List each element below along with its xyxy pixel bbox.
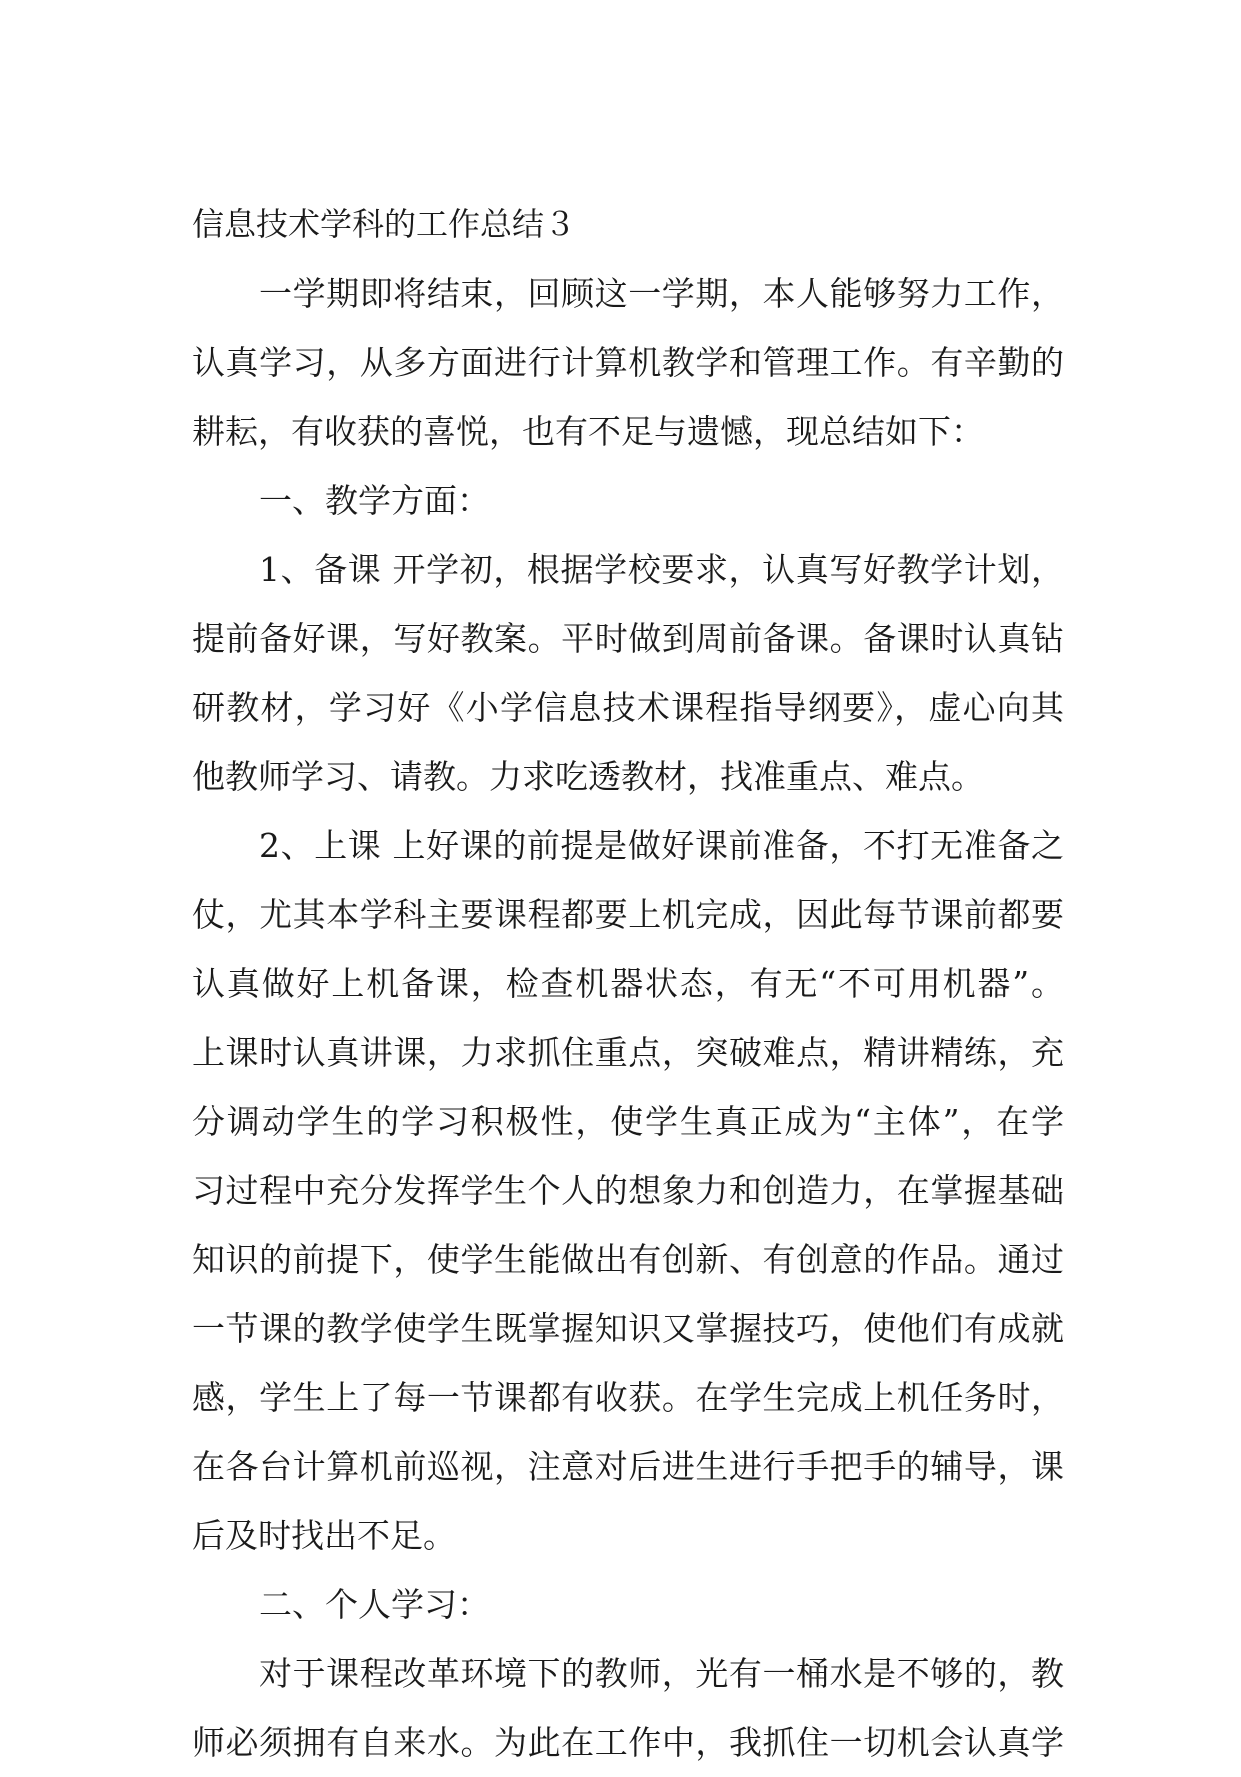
text-line: 仗，尤其本学科主要课程都要上机完成，因此每节课前都要 bbox=[192, 895, 1064, 934]
text-line: 知识的前提下，使学生能做出有创新、有创意的作品。通过 bbox=[192, 1240, 1064, 1279]
text-line: 在各台计算机前巡视，注意对后进生进行手把手的辅导，课 bbox=[192, 1447, 1064, 1486]
document-title: 信息技术学科的工作总结３ bbox=[192, 205, 577, 243]
text-line: 习过程中充分发挥学生个人的想象力和创造力，在掌握基础 bbox=[192, 1171, 1064, 1210]
text-line: 一学期即将结束，回顾这一学期，本人能够努力工作， bbox=[259, 274, 1064, 313]
text-line: 认真做好上机备课，检查机器状态，有无“不可用机器”。 bbox=[192, 964, 1064, 1003]
text-line: 提前备好课，写好教案。平时做到周前备课。备课时认真钻 bbox=[192, 619, 1064, 658]
text-line: 1、备课 开学初，根据学校要求，认真写好教学计划， bbox=[259, 550, 1064, 589]
text-line: 师必须拥有自来水。为此在工作中，我抓住一切机会认真学 bbox=[192, 1723, 1064, 1762]
text-line: 对于课程改革环境下的教师，光有一桶水是不够的，教 bbox=[259, 1654, 1064, 1693]
text-line: 分调动学生的学习积极性，使学生真正成为“主体”，在学 bbox=[192, 1102, 1064, 1141]
section-heading: 一、教学方面： bbox=[259, 481, 490, 520]
text-line: 感，学生上了每一节课都有收获。在学生完成上机任务时， bbox=[192, 1378, 1064, 1417]
text-line: 认真学习，从多方面进行计算机教学和管理工作。有辛勤的 bbox=[192, 343, 1064, 382]
text-line: 研教材，学习好《小学信息技术课程指导纲要》，虚心向其 bbox=[192, 688, 1064, 727]
section-heading: 二、个人学习： bbox=[259, 1585, 490, 1624]
text-line: 他教师学习、请教。力求吃透教材，找准重点、难点。 bbox=[192, 757, 984, 796]
text-line: 2、上课 上好课的前提是做好课前准备，不打无准备之 bbox=[259, 826, 1064, 865]
text-line: 上课时认真讲课，力求抓住重点，突破难点，精讲精练，充 bbox=[192, 1033, 1064, 1072]
text-line: 耕耘，有收获的喜悦，也有不足与遗憾，现总结如下： bbox=[192, 412, 984, 451]
text-line: 后及时找出不足。 bbox=[192, 1516, 456, 1555]
document-body bbox=[192, 190, 1064, 1777]
text-line: 一节课的教学使学生既掌握知识又掌握技巧，使他们有成就 bbox=[192, 1309, 1064, 1348]
